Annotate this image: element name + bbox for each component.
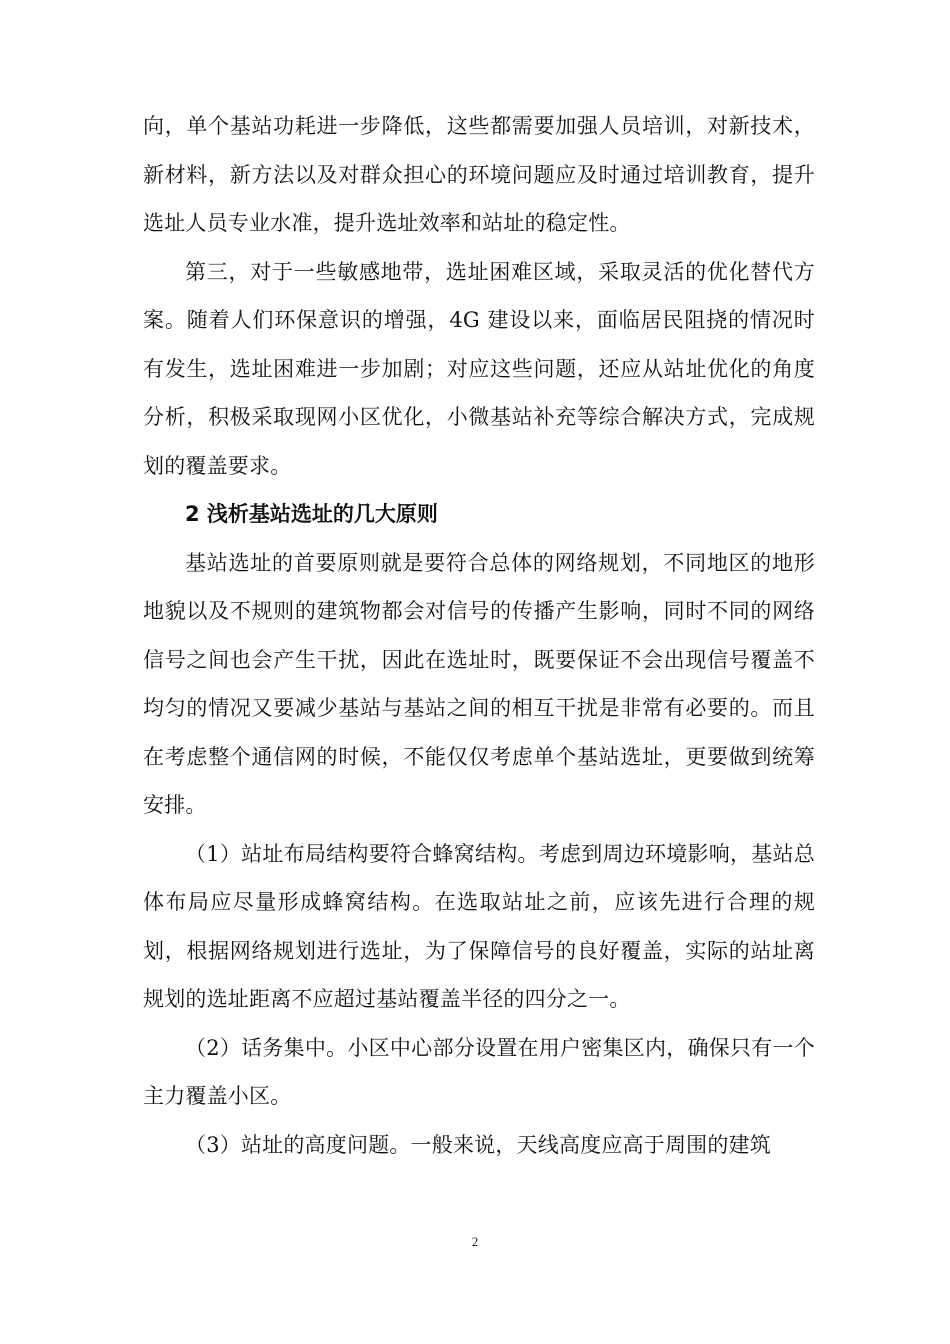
paragraph-principles-intro: 基站选址的首要原则就是要符合总体的网络规划，不同地区的地形地貌以及不规则的建筑物都会对信号的传播产生影响，同时不同的网络信号之间也会产生干扰，因此在选址时，既要保证不会出现信号覆盖不均匀的情况又要减少基站与基站之间的相互干扰是非常有必要的。而且在考虑整个通信网的时候，不能仅仅考虑单个基站选址，更要做到统筹安排。 xyxy=(143,550,815,817)
page-number: 2 xyxy=(471,1234,479,1249)
paragraph-continuation: 向，单个基站功耗进一步降低，这些都需要加强人员培训，对新技术，新材料，新方法以及对群众担心的环境问题应及时通过培训教育，提升选址人员专业水准，提升选址效率和站址的稳定性。 xyxy=(143,114,815,235)
paragraph-point-2: （2）话务集中。小区中心部分设置在用户密集区内，确保只有一个主力覆盖小区。 xyxy=(143,1035,815,1108)
page-body xyxy=(143,102,815,1169)
paragraph-third-point: 第三，对于一些敏感地带，选址困难区域，采取灵活的优化替代方案。随着人们环保意识的增强，4G 建设以来，面临居民阻挠的情况时有发生，选址困难进一步加剧；对应这些问题，还应从站址优化的角度分析，积极采取现网小区优化，小微基站补充等综合解决方式，完成规划的覆盖要求。 xyxy=(143,259,815,478)
section-heading: 2 浅析基站选址的几大原则 xyxy=(185,502,438,526)
paragraph-point-3: （3）站址的高度问题。一般来说，天线高度应高于周围的建筑 xyxy=(185,1132,771,1157)
paragraph-point-1: （1）站址布局结构要符合蜂窝结构。考虑到周边环境影响，基站总体布局应尽量形成蜂窝结构。在选取站址之前，应该先进行合理的规划，根据网络规划进行选址，为了保障信号的良好覆盖，实际的站址离规划的选址距离不应超过基站覆盖半径的四分之一。 xyxy=(143,841,815,1011)
